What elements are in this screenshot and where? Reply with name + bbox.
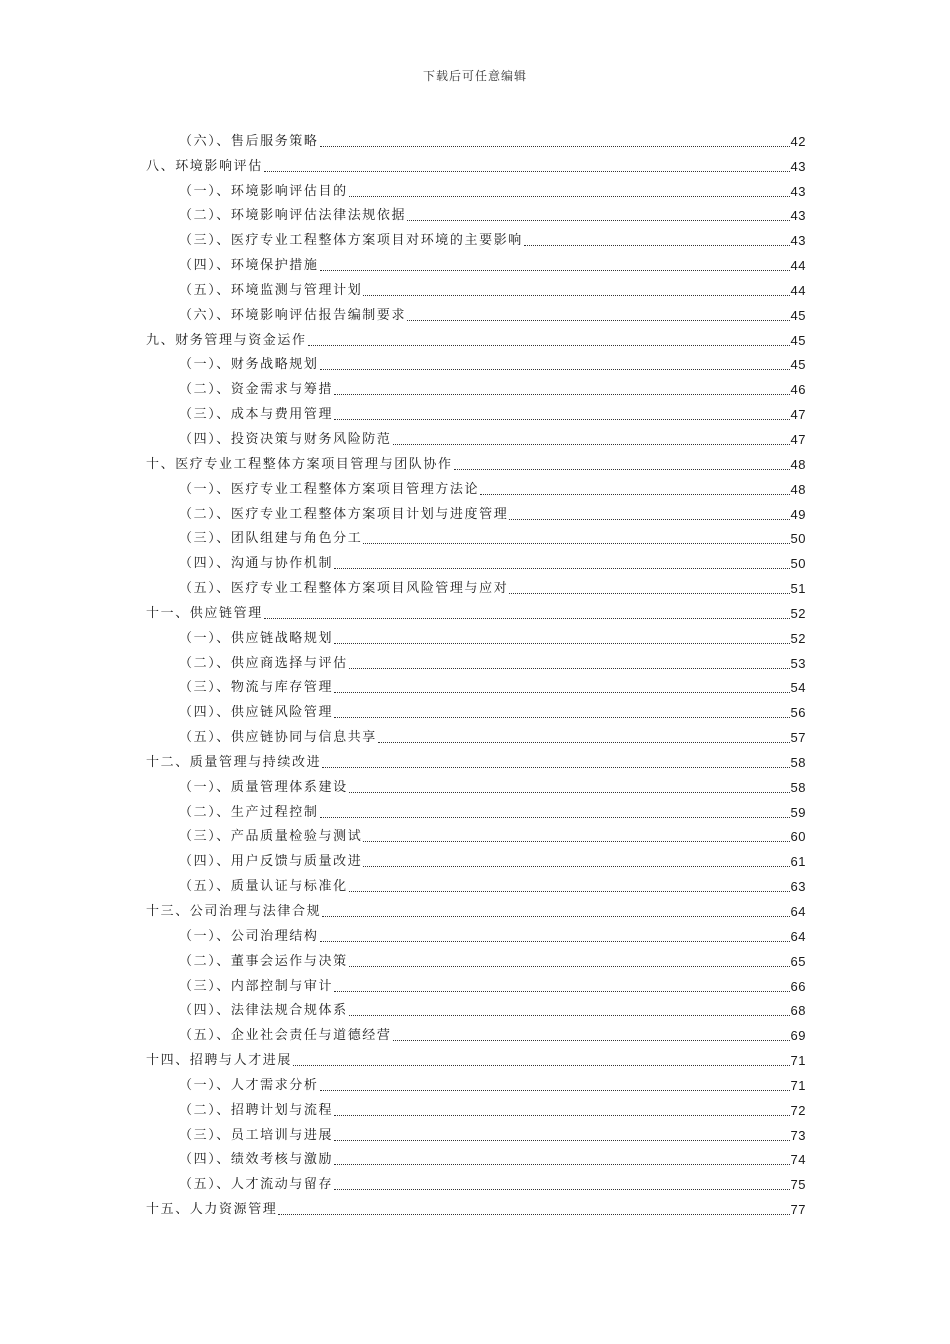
toc-entry-label: （二）、供应商选择与评估	[179, 655, 348, 671]
toc-page-number: 42	[790, 133, 806, 149]
toc-page-number: 54	[790, 680, 806, 696]
toc-page-number: 48	[790, 456, 806, 472]
toc-section-entry[interactable]	[146, 920, 806, 945]
toc-section-entry[interactable]	[146, 1168, 806, 1193]
toc-section-entry[interactable]	[146, 373, 806, 398]
toc-section-entry[interactable]	[146, 1144, 806, 1169]
toc-section-entry[interactable]	[146, 647, 806, 672]
toc-page-number: 72	[790, 1102, 806, 1118]
toc-dot-leader	[334, 991, 789, 992]
toc-page-number: 58	[790, 754, 806, 770]
toc-dot-leader	[349, 966, 790, 967]
toc-chapter-entry[interactable]	[146, 1044, 806, 1069]
toc-entry-label: （一）、财务战略规划	[179, 357, 319, 373]
toc-dot-leader	[308, 345, 790, 346]
toc-entry-label: （一）、质量管理体系建设	[179, 779, 348, 795]
toc-section-entry[interactable]	[146, 274, 806, 299]
toc-entry-label: （三）、医疗专业工程整体方案项目对环境的主要影响	[179, 233, 523, 249]
toc-entry-label: （二）、招聘计划与流程	[179, 1102, 334, 1118]
toc-dot-leader	[454, 469, 790, 470]
toc-page-number: 43	[790, 183, 806, 199]
toc-dot-leader	[334, 643, 789, 644]
toc-section-entry[interactable]	[146, 721, 806, 746]
toc-chapter-entry[interactable]	[146, 597, 806, 622]
toc-section-entry[interactable]	[146, 249, 806, 274]
toc-section-entry[interactable]	[146, 1094, 806, 1119]
toc-page-number: 63	[790, 879, 806, 895]
toc-section-entry[interactable]	[146, 299, 806, 324]
toc-entry-label: 十四、招聘与人才进展	[146, 1053, 293, 1069]
toc-dot-leader	[393, 444, 790, 445]
toc-section-entry[interactable]	[146, 870, 806, 895]
toc-dot-leader	[509, 593, 789, 594]
toc-section-entry[interactable]	[146, 175, 806, 200]
toc-section-entry[interactable]	[146, 523, 806, 548]
toc-page-number: 52	[790, 630, 806, 646]
toc-dot-leader	[322, 767, 789, 768]
toc-section-entry[interactable]	[146, 200, 806, 225]
toc-section-entry[interactable]	[146, 1119, 806, 1144]
toc-entry-label: （四）、投资决策与财务风险防范	[179, 431, 392, 447]
toc-page-number: 50	[790, 531, 806, 547]
toc-page-number: 43	[790, 208, 806, 224]
toc-dot-leader	[334, 1140, 789, 1141]
toc-entry-label: （一）、供应链战略规划	[179, 630, 334, 646]
toc-section-entry[interactable]	[146, 845, 806, 870]
toc-entry-label: （四）、用户反馈与质量改进	[179, 854, 363, 870]
toc-dot-leader	[334, 717, 789, 718]
toc-section-entry[interactable]	[146, 125, 806, 150]
toc-page-number: 43	[790, 233, 806, 249]
page-header: 下载后可任意编辑	[422, 69, 527, 83]
toc-page-number: 44	[790, 282, 806, 298]
toc-entry-label: （三）、团队组建与角色分工	[179, 531, 363, 547]
toc-section-entry[interactable]	[146, 821, 806, 846]
toc-dot-leader	[363, 841, 789, 842]
toc-dot-leader	[480, 494, 789, 495]
toc-dot-leader	[320, 369, 790, 370]
toc-page-number: 77	[790, 1202, 806, 1218]
toc-entry-label: 八、环境影响评估	[146, 158, 263, 174]
toc-dot-leader	[334, 692, 789, 693]
toc-page-number: 51	[790, 581, 806, 597]
toc-section-entry[interactable]	[146, 1019, 806, 1044]
toc-section-entry[interactable]	[146, 349, 806, 374]
toc-page-number: 69	[790, 1028, 806, 1044]
toc-entry-label: （三）、员工培训与进展	[179, 1127, 334, 1143]
toc-page-number: 56	[790, 705, 806, 721]
toc-dot-leader	[363, 866, 789, 867]
toc-entry-label: （二）、生产过程控制	[179, 804, 319, 820]
toc-section-entry[interactable]	[146, 622, 806, 647]
toc-page-number: 73	[790, 1127, 806, 1143]
toc-section-entry[interactable]	[146, 696, 806, 721]
toc-dot-leader	[524, 245, 790, 246]
toc-dot-leader	[334, 419, 789, 420]
toc-entry-label: （四）、环境保护措施	[179, 258, 319, 274]
toc-entry-label: （五）、医疗专业工程整体方案项目风险管理与应对	[179, 581, 509, 597]
toc-page-number: 53	[790, 655, 806, 671]
toc-chapter-entry[interactable]	[146, 895, 806, 920]
toc-page-number: 45	[790, 357, 806, 373]
toc-chapter-entry[interactable]	[146, 324, 806, 349]
toc-entry-label: （四）、沟通与协作机制	[179, 556, 334, 572]
toc-dot-leader	[334, 394, 789, 395]
toc-entry-label: （三）、产品质量检验与测试	[179, 829, 363, 845]
toc-dot-leader	[320, 1090, 790, 1091]
toc-page-number: 45	[790, 332, 806, 348]
toc-page-number: 68	[790, 1003, 806, 1019]
toc-page-number: 60	[790, 829, 806, 845]
toc-page-number: 47	[790, 431, 806, 447]
toc-dot-leader	[334, 1164, 789, 1165]
toc-chapter-entry[interactable]	[146, 150, 806, 175]
toc-entry-label: （三）、成本与费用管理	[179, 407, 334, 423]
toc-page-number: 43	[790, 158, 806, 174]
toc-page-number: 44	[790, 258, 806, 274]
toc-dot-leader	[407, 220, 789, 221]
toc-section-entry[interactable]	[146, 547, 806, 572]
toc-dot-leader	[278, 1214, 789, 1215]
toc-dot-leader	[349, 668, 790, 669]
table-of-contents	[146, 125, 806, 1218]
toc-entry-label: （五）、环境监测与管理计划	[179, 282, 363, 298]
toc-page-number: 57	[790, 730, 806, 746]
toc-section-entry[interactable]	[146, 995, 806, 1020]
toc-page-number: 64	[790, 928, 806, 944]
toc-entry-label: （六）、售后服务策略	[179, 133, 319, 149]
toc-dot-leader	[320, 146, 790, 147]
toc-entry-label: （六）、环境影响评估报告编制要求	[179, 307, 407, 323]
toc-chapter-entry[interactable]	[146, 1193, 806, 1218]
toc-section-entry[interactable]	[146, 498, 806, 523]
toc-page-number: 71	[790, 1053, 806, 1069]
toc-dot-leader	[334, 1115, 789, 1116]
toc-section-entry[interactable]	[146, 398, 806, 423]
toc-entry-label: 十三、公司治理与法律合规	[146, 904, 322, 919]
toc-page-number: 61	[790, 854, 806, 870]
toc-chapter-entry[interactable]	[146, 746, 806, 771]
toc-page-number: 52	[790, 605, 806, 621]
toc-page-number: 49	[790, 506, 806, 522]
toc-entry-label: （一）、医疗专业工程整体方案项目管理方法论	[179, 481, 480, 497]
toc-page-number: 50	[790, 556, 806, 572]
toc-page-number: 64	[790, 904, 806, 919]
toc-dot-leader	[264, 618, 790, 619]
toc-section-entry[interactable]	[146, 1069, 806, 1094]
toc-dot-leader	[349, 792, 790, 793]
toc-dot-leader	[363, 543, 789, 544]
toc-entry-label: （五）、企业社会责任与道德经营	[179, 1028, 392, 1044]
toc-entry-label: 十、医疗专业工程整体方案项目管理与团队协作	[146, 456, 453, 472]
toc-dot-leader	[322, 916, 789, 917]
toc-section-entry[interactable]	[146, 224, 806, 249]
toc-dot-leader	[320, 941, 790, 942]
toc-entry-label: （二）、资金需求与筹措	[179, 382, 334, 398]
toc-section-entry[interactable]	[146, 771, 806, 796]
toc-entry-label: （四）、法律法规合规体系	[179, 1003, 348, 1019]
toc-entry-label: （二）、医疗专业工程整体方案项目计划与进度管理	[179, 506, 509, 522]
toc-dot-leader	[349, 1015, 790, 1016]
toc-entry-label: 十二、质量管理与持续改进	[146, 754, 322, 770]
toc-page-number: 58	[790, 779, 806, 795]
toc-section-entry[interactable]	[146, 473, 806, 498]
toc-dot-leader	[293, 1065, 790, 1066]
toc-section-entry[interactable]	[146, 423, 806, 448]
toc-page-number: 74	[790, 1152, 806, 1168]
toc-dot-leader	[393, 1040, 790, 1041]
toc-entry-label: （三）、物流与库存管理	[179, 680, 334, 696]
toc-dot-leader	[509, 519, 789, 520]
toc-entry-label: （二）、环境影响评估法律法规依据	[179, 208, 407, 224]
toc-entry-label: （一）、人才需求分析	[179, 1077, 319, 1093]
toc-dot-leader	[320, 817, 790, 818]
toc-page-number: 71	[790, 1077, 806, 1093]
toc-page-number: 66	[790, 978, 806, 994]
toc-entry-label: （四）、供应链风险管理	[179, 705, 334, 721]
toc-dot-leader	[378, 742, 790, 743]
toc-entry-label: （三）、内部控制与审计	[179, 978, 334, 994]
toc-entry-label: 十一、供应链管理	[146, 605, 263, 621]
toc-entry-label: （五）、供应链协同与信息共享	[179, 730, 377, 746]
toc-entry-label: 九、财务管理与资金运作	[146, 332, 307, 348]
toc-dot-leader	[320, 270, 790, 271]
toc-page-number: 75	[790, 1177, 806, 1193]
toc-dot-leader	[363, 295, 789, 296]
toc-dot-leader	[407, 320, 789, 321]
toc-section-entry[interactable]	[146, 672, 806, 697]
toc-entry-label: （五）、质量认证与标准化	[179, 879, 348, 895]
toc-dot-leader	[349, 196, 790, 197]
toc-page-number: 46	[790, 382, 806, 398]
toc-section-entry[interactable]	[146, 572, 806, 597]
toc-dot-leader	[264, 171, 790, 172]
toc-page-number: 48	[790, 481, 806, 497]
toc-dot-leader	[334, 568, 789, 569]
toc-section-entry[interactable]	[146, 970, 806, 995]
toc-section-entry[interactable]	[146, 796, 806, 821]
toc-page-number: 47	[790, 407, 806, 423]
toc-page-number: 65	[790, 953, 806, 969]
toc-entry-label: （五）、人才流动与留存	[179, 1177, 334, 1193]
toc-entry-label: 十五、人力资源管理	[146, 1202, 278, 1218]
toc-dot-leader	[349, 891, 790, 892]
toc-page-number: 59	[790, 804, 806, 820]
toc-page-number: 45	[790, 307, 806, 323]
toc-entry-label: （一）、环境影响评估目的	[179, 183, 348, 199]
toc-section-entry[interactable]	[146, 945, 806, 970]
toc-entry-label: （二）、董事会运作与决策	[179, 953, 348, 969]
toc-chapter-entry[interactable]	[146, 448, 806, 473]
toc-entry-label: （一）、公司治理结构	[179, 928, 319, 944]
toc-entry-label: （四）、绩效考核与激励	[179, 1152, 334, 1168]
toc-dot-leader	[334, 1189, 789, 1190]
